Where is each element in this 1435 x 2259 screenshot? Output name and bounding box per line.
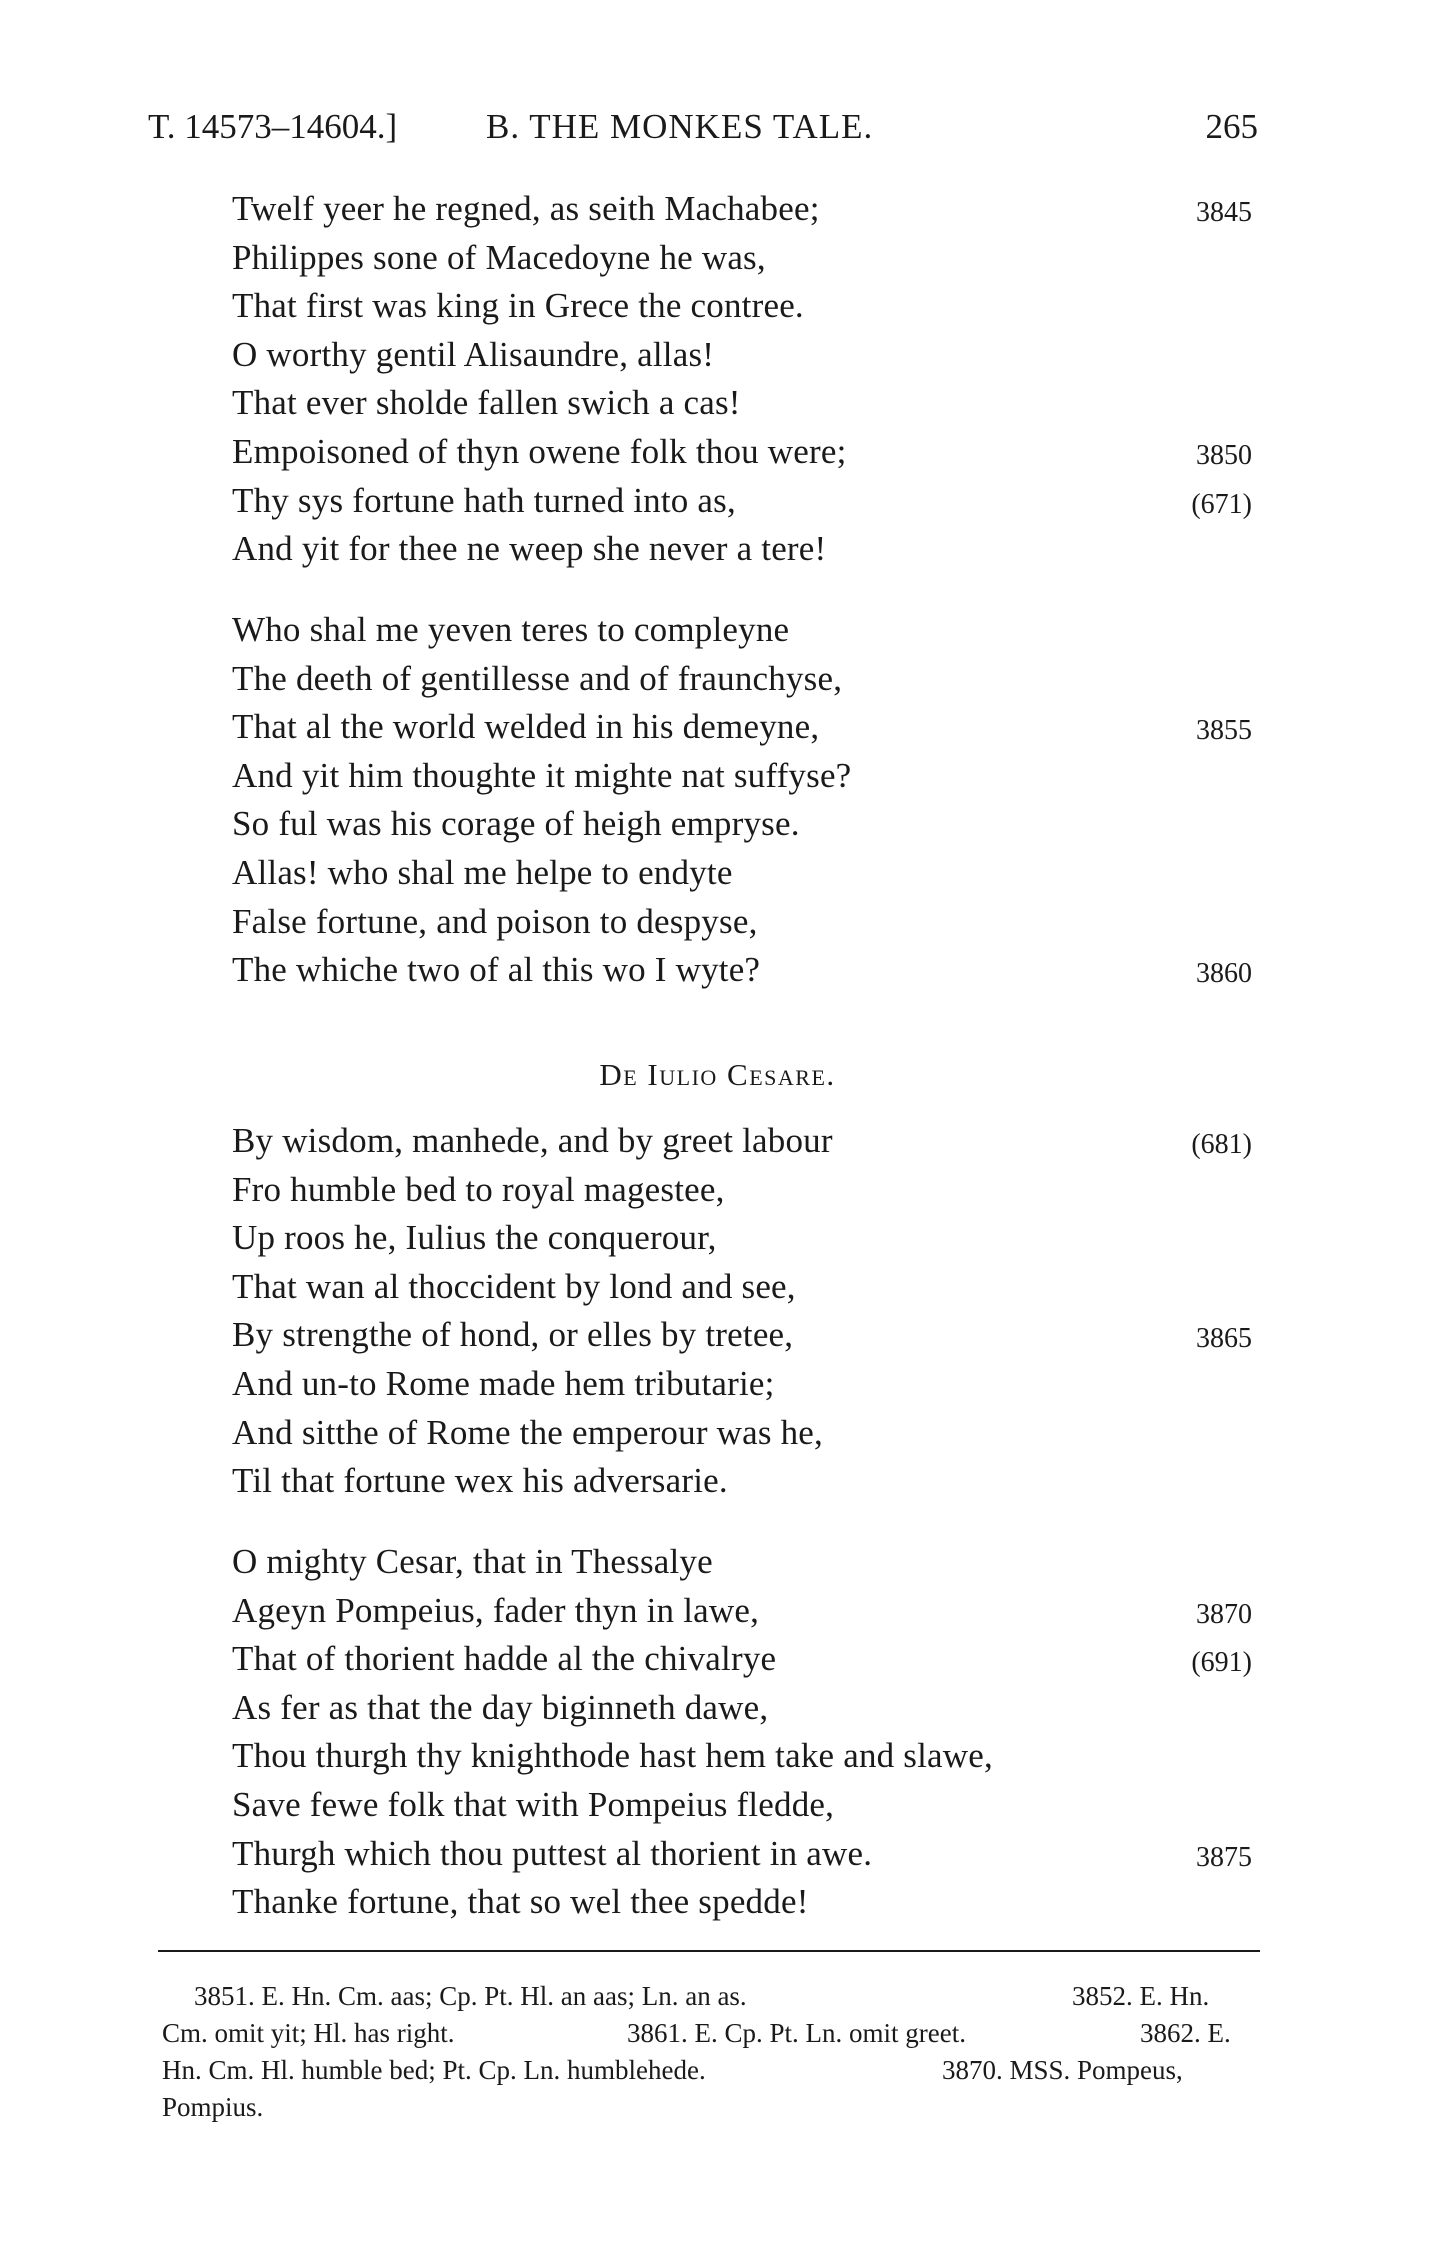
verse-line [232,606,1252,655]
verse-line [232,1117,1252,1166]
line-number: 3875 [1196,1841,1252,1873]
footnote-line [162,2089,1262,2126]
verse-line [232,185,1252,234]
line-number: 3845 [1196,197,1252,228]
verse-line [232,1166,1252,1215]
footnote-rule [158,1950,1260,1952]
footnote-text: 3861. E. Cp. Pt. Ln. omit greet. [627,2018,966,2048]
verse-line [232,800,1252,849]
verse-line [232,1587,1252,1636]
verse-line [232,752,1252,801]
line-number: 3850 [1196,439,1252,471]
verse-line [232,1360,1252,1409]
verse-line [232,1635,1252,1684]
footnote-line [162,1978,1262,2015]
verse-text: The whiche two of al this wo I wyte? [232,950,761,990]
stanza [232,606,1252,995]
line-number: (691) [1191,1647,1252,1679]
verse-text: Thurgh which thou puttest al thorient in awe. [232,1833,873,1873]
footnote-text: 3852. E. Hn. [1072,1981,1210,2011]
verse-text: And un-to Rome made hem tributarie; [232,1363,775,1403]
verse-line [232,898,1252,947]
verse-text: And yit him thoughte it mighte nat suffyse? [232,755,852,795]
verse-text: Thy sys fortune hath turned into as, [232,480,736,520]
footnote-text: 3870. MSS. Pompeus, [942,2055,1183,2085]
verse-text: And yit for thee ne weep she never a tere! [232,529,827,569]
verse-text: Ageyn Pompeius, fader thyn in lawe, [232,1590,760,1630]
verse-text: Thou thurgh thy knighthode hast hem take and slawe, [232,1736,993,1776]
footnote-line [162,2052,1262,2089]
footnotes [162,1978,1262,2126]
verse-text: Who shal me yeven teres to compleyne [232,610,790,649]
footnote-text: Hn. Cm. Hl. humble bed; Pt. Cp. Ln. humblehede. [162,2055,706,2085]
verse-text: That of thorient hadde al the chivalrye [232,1639,777,1679]
stanza [232,1117,1252,1506]
verse-line [232,1732,1252,1781]
verse-text: That wan al thoccident by lond and see, [232,1266,796,1306]
verse-line [232,703,1252,752]
verse-text: Twelf yeer he regned, as seith Machabee; [232,189,820,228]
verse-text: Fro humble bed to royal magestee, [232,1169,725,1209]
line-number: 3870 [1196,1598,1252,1630]
verse-line [232,1830,1252,1879]
verse-line [232,477,1252,526]
stanza [232,1538,1252,1927]
verse-line [232,1457,1252,1506]
verse-text: That al the world welded in his demeyne, [232,707,820,747]
verse-line [232,1214,1252,1263]
verse-text: By strengthe of hond, or elles by tretee, [232,1315,794,1355]
verse-line [232,1409,1252,1458]
verse-text: That first was king in Grece the contree. [232,286,804,326]
verse-text: The deeth of gentillesse and of fraunchyse, [232,658,843,698]
verse-text: And sitthe of Rome the emperour was he, [232,1412,823,1452]
verse-text: False fortune, and poison to despyse, [232,901,758,941]
footnote-text: 3851. E. Hn. Cm. aas; Cp. Pt. Hl. an aas; Ln. an as. [194,1981,747,2011]
footnote-text: 3862. E. [1140,2018,1231,2048]
verse-text: By wisdom, manhede, and by greet labour [232,1121,833,1160]
verse-line [232,379,1252,428]
verse-text: Til that fortune wex his adversarie. [232,1461,728,1501]
verse-text: O worthy gentil Alisaundre, allas! [232,334,715,374]
verse-text: So ful was his corage of heigh empryse. [232,804,800,844]
verse-text: Save fewe folk that with Pompeius fledde, [232,1784,835,1824]
verse-line [232,946,1252,995]
line-number: (681) [1191,1129,1252,1160]
verse-line [232,1781,1252,1830]
verse-line [232,331,1252,380]
verse-line [232,1684,1252,1733]
line-number: 3855 [1196,715,1252,747]
verse-line [232,849,1252,898]
verse-text: Philippes sone of Macedoyne he was, [232,237,766,277]
verse-text: Up roos he, Iulius the conquerour, [232,1218,717,1258]
footnote-text: Pompius. [162,2092,264,2122]
running-head [148,102,1258,152]
page-number: 265 [1205,107,1258,146]
verse-line [232,1878,1252,1927]
verse-line [232,428,1252,477]
section-heading: De Iulio Cesare. [599,1057,836,1092]
stanza [232,185,1252,574]
verse-line [232,282,1252,331]
verse-line [232,1263,1252,1312]
verse-line [232,655,1252,704]
line-range: T. 14573–14604.] [148,107,398,146]
footnote-text: Cm. omit yit; Hl. has right. [162,2018,455,2048]
line-number: 3865 [1196,1323,1252,1355]
footnote-line [162,2015,1262,2052]
line-number: (671) [1191,488,1252,520]
verse-text: Empoisoned of thyn owene folk thou were; [232,431,847,471]
verse-text: Allas! who shal me helpe to endyte [232,852,733,892]
verse-text: Thanke fortune, that so wel thee spedde! [232,1882,809,1922]
verse-text: O mighty Cesar, that in Thessalye [232,1542,713,1581]
verse-line [232,234,1252,283]
verse-line [232,525,1252,574]
line-number: 3860 [1196,958,1252,990]
verse-text: As fer as that the day biginneth dawe, [232,1687,769,1727]
running-title: B. THE MONKES TALE. [486,107,874,146]
verse-line [232,1311,1252,1360]
verse-text: That ever sholde fallen swich a cas! [232,383,741,423]
verse-line [232,1538,1252,1587]
